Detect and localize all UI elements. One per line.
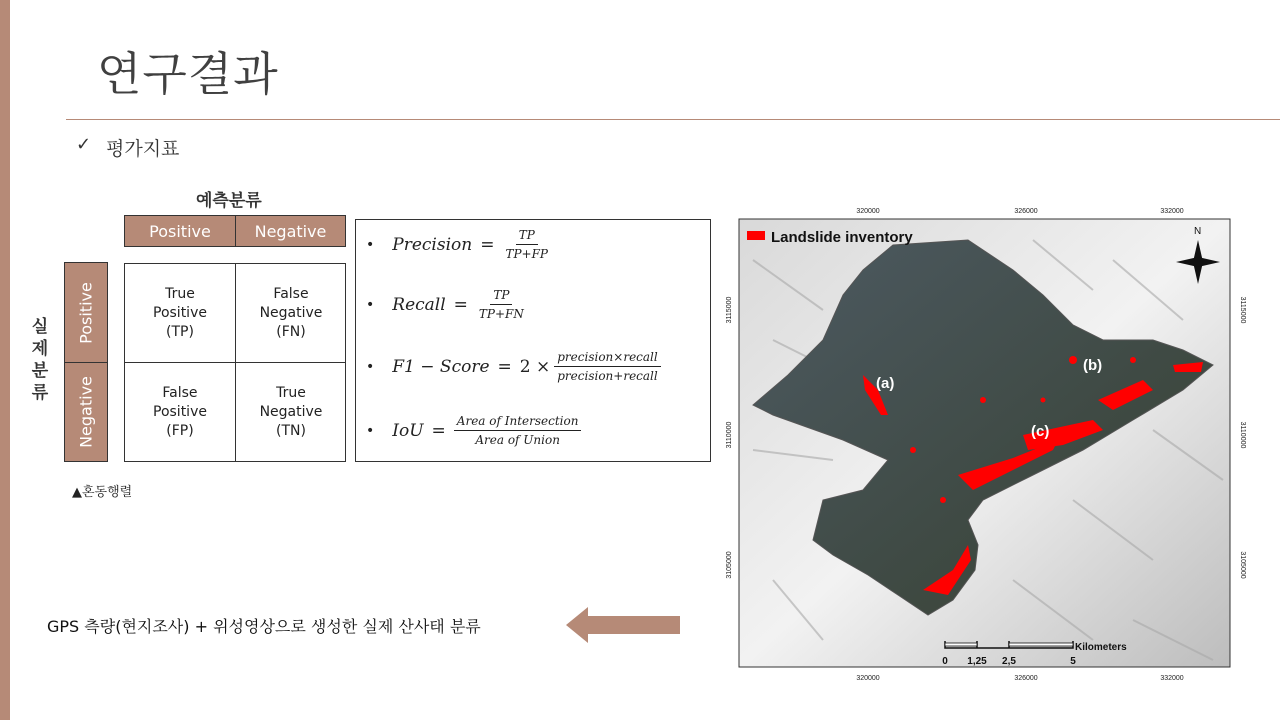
equals-sign: = [431,420,446,441]
cell-false-negative: False Negative (FN) [259,285,323,340]
col-header-positive: Positive [124,215,236,247]
f1-numerator: precision×recall [554,350,660,367]
region-label-b: (b) [1083,357,1103,374]
scale-tick: 5 [1070,656,1076,667]
recall-fraction [476,288,527,321]
scale-tick: 2,5 [1002,656,1016,667]
iou-formula [366,414,581,447]
row-header-negative-text: Negative [76,376,96,448]
f1-fraction [554,350,660,383]
recall-formula [366,288,527,321]
iou-name: IoU [392,420,424,441]
region-label-c: (c) [1031,423,1050,440]
scale-tick: 0 [942,656,948,667]
check-icon: ✓ [76,134,92,155]
bullet: • [366,358,375,375]
title-divider [66,119,1280,120]
predicted-class-label: 예측분류 [196,191,262,211]
x-tick-top: 326000 [1014,208,1038,215]
precision-fraction [502,228,551,261]
confusion-matrix-grid [124,263,346,462]
cell-true-positive: True Positive (TP) [153,285,207,340]
slide-title: 연구결과 [97,47,279,101]
recall-numerator: TP [490,288,512,305]
bullet: • [366,422,375,439]
scale-tick: 1,25 [967,656,987,667]
f1-denominator: precision+recall [557,369,658,383]
equals-sign: = [453,294,468,315]
north-label: N [1194,226,1202,237]
recall-denominator: TP+FN [478,307,524,321]
precision-formula [366,228,551,261]
y-tick-left: 3115000 [726,296,733,324]
y-tick-left: 3105000 [726,551,733,579]
actual-class-label-text: 실 제 분 류 [31,317,49,403]
row-header-negative [64,362,108,462]
f1-score-formula [366,350,661,383]
f1-prefix: 2 × [519,356,551,377]
cell-false-positive: False Positive (FP) [153,384,207,439]
x-tick-bottom: 326000 [1014,675,1038,682]
x-tick-bottom: 332000 [1160,675,1184,682]
left-arrow-icon [566,607,682,643]
legend-label: Landslide inventory [771,229,913,246]
bullet: • [366,296,375,313]
precision-denominator: TP+FP [505,247,548,261]
region-label-a: (a) [876,375,895,392]
recall-name: Recall [392,294,446,315]
ground-truth-note: GPS 측량(현지조사) + 위성영상으로 생성한 실제 산사태 분류 [47,617,481,636]
metrics-formula-box [355,219,711,462]
x-tick-top: 332000 [1160,208,1184,215]
equals-sign: = [480,234,495,255]
iou-fraction [454,414,582,447]
section-subheading: 평가지표 [106,138,180,160]
equals-sign: = [497,356,512,377]
scale-title: Kilometers [1075,642,1127,653]
precision-numerator: TP [516,228,538,245]
iou-numerator: Area of Intersection [454,414,582,431]
x-tick-top: 320000 [856,208,880,215]
precision-name: Precision [392,234,473,255]
f1-name: F1 − Score [392,356,490,377]
cell-true-negative: True Negative (TN) [259,384,323,439]
y-tick-right: 3110000 [1239,421,1246,449]
y-tick-right: 3105000 [1239,551,1246,579]
bullet: • [366,236,375,253]
iou-denominator: Area of Union [475,433,560,447]
y-tick-left: 3110000 [726,421,733,449]
actual-class-label [28,316,52,404]
confusion-matrix-caption: ▲혼동행렬 [72,485,133,500]
landslide-inventory-map [713,200,1253,682]
left-accent-bar [0,0,10,720]
legend-swatch [747,231,765,240]
y-tick-right: 3115000 [1239,296,1246,324]
col-header-negative: Negative [235,215,346,247]
x-tick-bottom: 320000 [856,675,880,682]
row-header-positive [64,262,108,363]
row-header-positive-text: Positive [76,281,96,344]
